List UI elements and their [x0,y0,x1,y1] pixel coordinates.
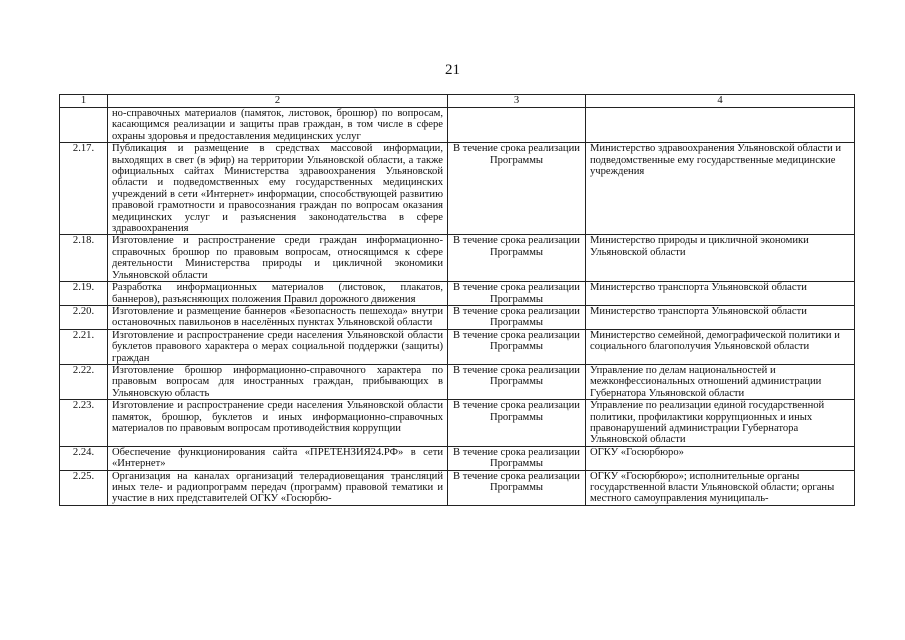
item-description: Обеспечение функционирования сайта «ПРЕТЕНЗИЯ24.РФ» в сети «Интернет» [108,446,448,470]
item-term: В течение срока реализации Программы [448,364,586,399]
item-number: 2.17. [60,143,108,235]
item-number [60,108,108,143]
column-header: 3 [448,95,586,108]
column-header: 2 [108,95,448,108]
item-term: В течение срока реализации Программы [448,400,586,447]
item-description: Изготовление и распространение среди населения Ульяновской области памяток, брошюр, буклетов и иных информационно-справочных материалов по правовым вопросам противодействия коррупции [108,400,448,447]
table-row [60,282,855,306]
item-number: 2.20. [60,305,108,329]
item-description: Организация на каналах организаций телерадиовещания трансляций иных теле- и радиопрограмм передач (программ) правовой тематики и участие в них представителей ОГКУ «Госюрбю- [108,470,448,505]
item-term: В течение срока реализации Программы [448,470,586,505]
item-description: Разработка информационных материалов (листовок, плакатов, баннеров), разъясняющих положения Правил дорожного движения [108,282,448,306]
table-row [60,108,855,143]
item-responsible: Министерство семейной, демографической политики и социального благополучия Ульяновской области [586,329,855,364]
item-description: Изготовление и размещение баннеров «Безопасность пешехода» внутри остановочных павильонов в населённых пунктах Ульяновской области [108,305,448,329]
table-row [60,329,855,364]
table-row [60,235,855,282]
item-responsible: Министерство природы и цикличной экономики Ульяновской области [586,235,855,282]
item-description: но-справочных материалов (памяток, листовок, брошюр) по вопросам, касающимся реализации и защиты прав граждан, в том числе в сфере охраны здоровья и предоставления медицинских услуг [108,108,448,143]
column-header: 1 [60,95,108,108]
item-responsible: ОГКУ «Госюрбюро»; исполнительные органы государственной власти Ульяновской области; органы местного самоуправления муниципаль- [586,470,855,505]
item-description: Изготовление и распространение среди населения Ульяновской области буклетов правового характера о мерах социальной поддержки (защиты) граждан [108,329,448,364]
item-number: 2.19. [60,282,108,306]
item-description: Изготовление брошюр информационно-справочного характера по правовым вопросам для иностранных граждан, прибывающих в Ульяновскую область [108,364,448,399]
item-term: В течение срока реализации Программы [448,143,586,235]
item-responsible: ОГКУ «Госюрбюро» [586,446,855,470]
item-responsible: Управление по делам национальностей и межконфессиональных отношений администрации Губернатора Ульяновской области [586,364,855,399]
item-responsible: Министерство транспорта Ульяновской области [586,305,855,329]
item-number: 2.23. [60,400,108,447]
item-number: 2.24. [60,446,108,470]
item-responsible: Управление по реализации единой государственной политики, профилактики коррупционных и иных правонарушений администрации Губернатора Ульяновской области [586,400,855,447]
item-number: 2.18. [60,235,108,282]
item-description: Публикация и размещение в средствах массовой информации, выходящих в свет (в эфир) на территории Ульяновской области, а также официальных сайтах Министерства здравоохранения Ульяновской области и подведомственных ему государственных медицинских учреждений в сети «Интернет» информации, способствующей развитию правовой грамотности и правосознания граждан по вопросам оказания медицинских услуг и разъяснения законодательства в сфере здравоохранения [108,143,448,235]
page-number: 21 [445,62,460,78]
table-header-row [60,95,855,108]
item-term: В течение срока реализации Программы [448,329,586,364]
item-term: В течение срока реализации Программы [448,305,586,329]
table-row [60,470,855,505]
item-term: В течение срока реализации Программы [448,446,586,470]
table-row [60,364,855,399]
item-number: 2.25. [60,470,108,505]
item-number: 2.21. [60,329,108,364]
column-header: 4 [586,95,855,108]
table-row [60,305,855,329]
item-term [448,108,586,143]
table-row [60,446,855,470]
item-description: Изготовление и распространение среди граждан информационно-справочных брошюр по правовым вопросам, относящимся к сфере деятельности Министерства природы и цикличной экономики Ульяновской области [108,235,448,282]
item-number: 2.22. [60,364,108,399]
program-table [59,94,855,506]
item-term: В течение срока реализации Программы [448,282,586,306]
table-row [60,143,855,235]
item-responsible [586,108,855,143]
table-row [60,400,855,447]
item-term: В течение срока реализации Программы [448,235,586,282]
item-responsible: Министерство транспорта Ульяновской области [586,282,855,306]
item-responsible: Министерство здравоохранения Ульяновской области и подведомственные ему государственные медицинские учреждения [586,143,855,235]
